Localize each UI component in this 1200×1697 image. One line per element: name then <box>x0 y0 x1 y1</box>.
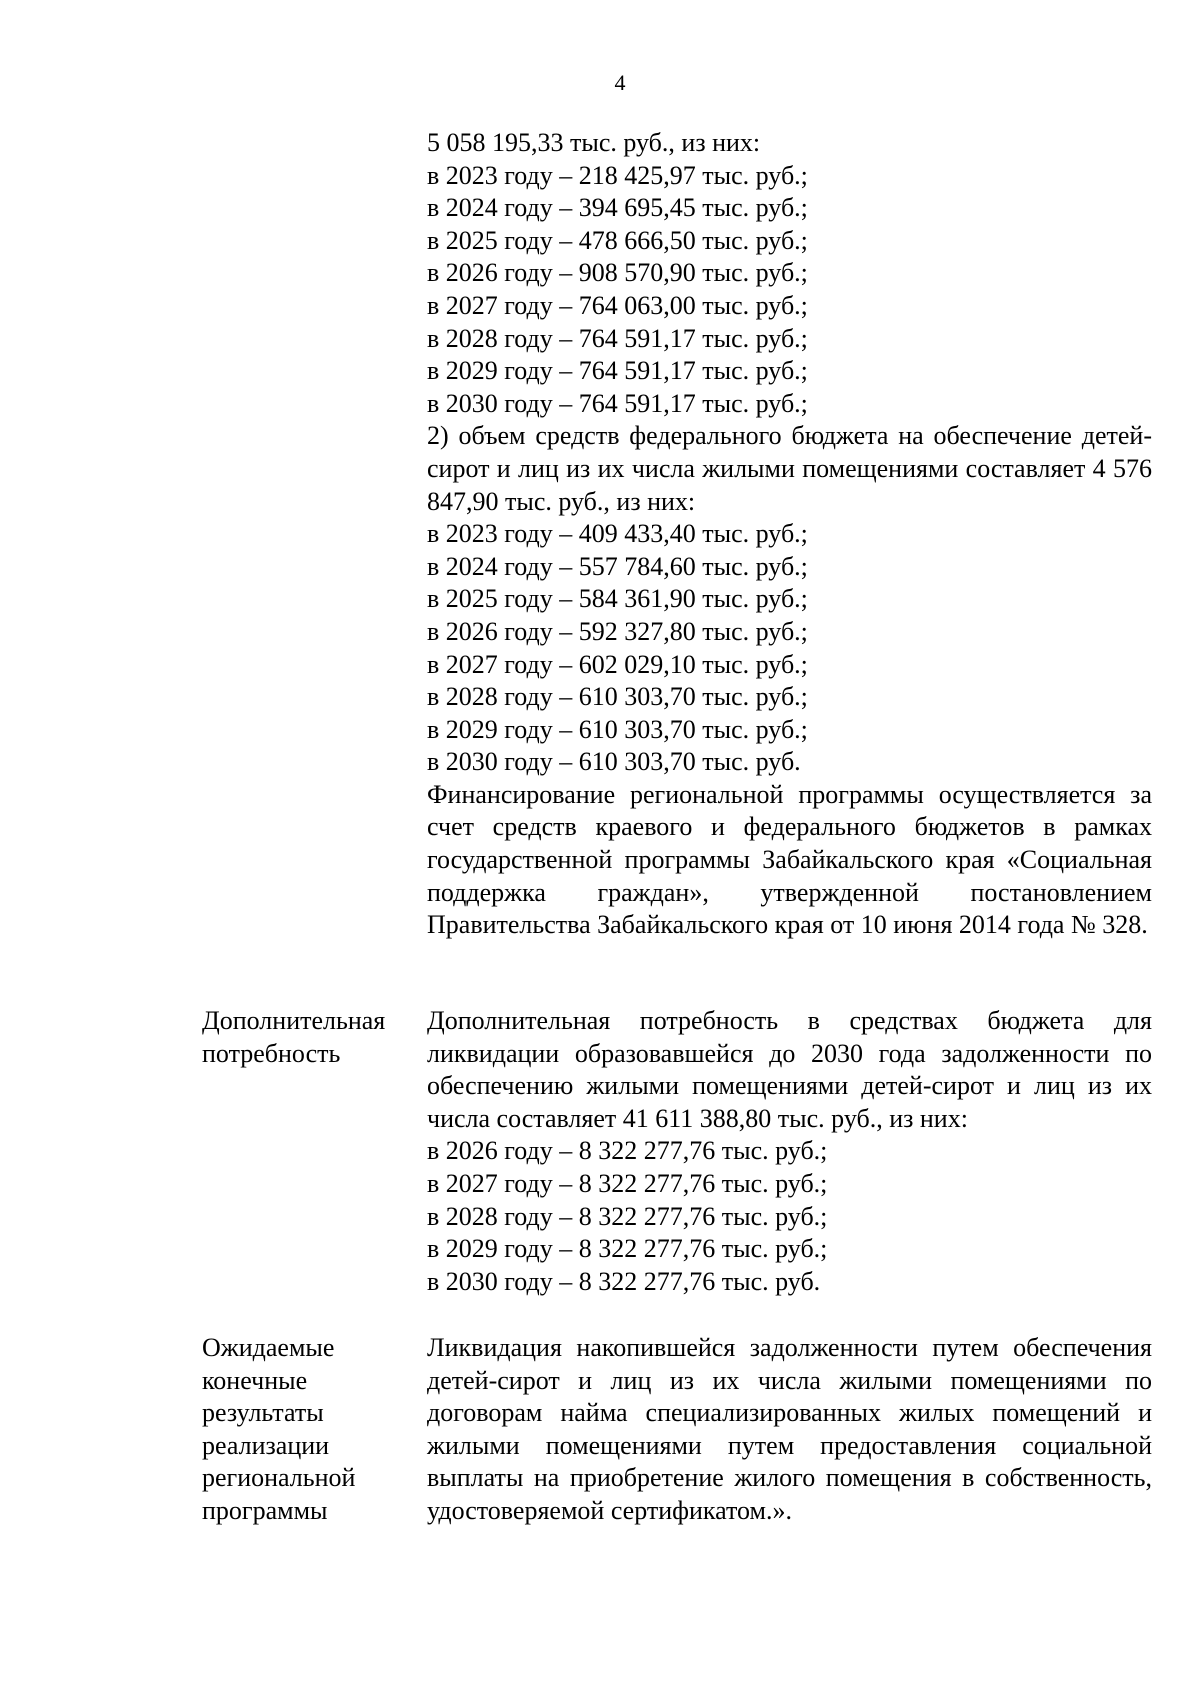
year-amount-line: в 2027 году – 602 029,10 тыс. руб.; <box>427 649 808 679</box>
year-amount-line: в 2028 году – 610 303,70 тыс. руб.; <box>427 682 808 712</box>
year-amount-line: в 2029 году – 610 303,70 тыс. руб.; <box>427 714 808 744</box>
year-amount-line: в 2030 году – 610 303,70 тыс. руб. <box>427 747 801 777</box>
label-line: региональной <box>202 1463 356 1493</box>
year-amount-line: в 2029 году – 8 322 277,76 тыс. руб.; <box>427 1234 828 1264</box>
label-line: результаты <box>202 1398 324 1428</box>
additional-need-paragraph: Дополнительная потребность в средствах бюджета для ликвидации образовавшейся до 2030 года задолженности по обеспечению жилыми помещениями детей-сирот и лиц из их числа составляет 41 611 388,80 тыс. руб., из них: <box>427 1006 1152 1133</box>
year-amount-line: в 2028 году – 8 322 277,76 тыс. руб.; <box>427 1201 828 1231</box>
label-line: программы <box>202 1495 328 1525</box>
page-number: 4 <box>614 70 626 95</box>
federal-budget-paragraph: 2) объем средств федерального бюджета на обеспечение детей-сирот и лиц из их числа жилыми помещениями составляет 4 576 847,90 тыс. руб., из них: <box>427 421 1152 516</box>
year-amount-line: в 2024 году – 557 784,60 тыс. руб.; <box>427 551 808 581</box>
expected-results-paragraph: Ликвидация накопившейся задолженности путем обеспечения детей-сирот и лиц из их числа жилыми помещениями по договорам найма специализированных жилых помещений и жилыми помещениями путем предоставления социальной выплаты на приобретение жилого помещения в собственность, удостоверяемой сертификатом.». <box>427 1333 1152 1525</box>
year-amount-line: в 2023 году – 409 433,40 тыс. руб.; <box>427 519 808 549</box>
total-amount-line: 5 058 195,33 тыс. руб., из них: <box>427 128 761 157</box>
year-amount-line: в 2026 году – 908 570,90 тыс. руб.; <box>427 258 808 288</box>
year-amount-line: в 2027 году – 8 322 277,76 тыс. руб.; <box>427 1168 828 1198</box>
year-amount-line: в 2030 году – 8 322 277,76 тыс. руб. <box>427 1266 821 1296</box>
additional-need-label: Дополнительная потребность <box>202 1006 386 1068</box>
year-amount-line: в 2027 году – 764 063,00 тыс. руб.; <box>427 290 808 320</box>
financing-continuation <box>427 127 1152 942</box>
year-amount-line: в 2025 году – 584 361,90 тыс. руб.; <box>427 584 808 614</box>
label-line: конечные <box>202 1365 308 1395</box>
year-amount-line: в 2026 году – 8 322 277,76 тыс. руб.; <box>427 1136 828 1166</box>
year-amount-line: в 2029 году – 764 591,17 тыс. руб.; <box>427 356 808 386</box>
year-amount-line: в 2026 году – 592 327,80 тыс. руб.; <box>427 616 808 646</box>
financing-paragraph: Финансирование региональной программы осуществляется за счет средств краевого и федерального бюджетов в рамках государственной программы Забайкальского края «Социальная поддержка граждан», утвержденной постановлением Правительства Забайкальского края от 10 июня 2014 года № 328. <box>427 779 1152 940</box>
year-amount-line: в 2025 году – 478 666,50 тыс. руб.; <box>427 225 808 255</box>
label-line: реализации <box>202 1430 330 1460</box>
expected-results-label <box>202 1332 422 1528</box>
year-amount-line: в 2023 году – 218 425,97 тыс. руб.; <box>427 160 808 190</box>
year-amount-line: в 2024 году – 394 695,45 тыс. руб.; <box>427 193 808 223</box>
additional-need-content <box>427 1005 1152 1298</box>
year-amount-line: в 2028 году – 764 591,17 тыс. руб.; <box>427 323 808 353</box>
expected-results-content <box>427 1332 1152 1528</box>
label-line: Ожидаемые <box>202 1333 335 1362</box>
year-amount-line: в 2030 году – 764 591,17 тыс. руб.; <box>427 388 808 418</box>
